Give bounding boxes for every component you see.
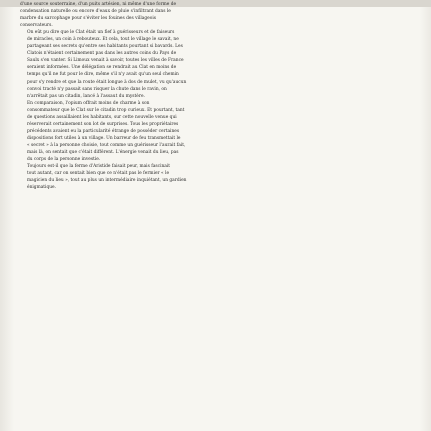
paragraph-1: [20, 1, 419, 29]
text-line: condensation naturelle ou encore d'eaux de pluie s'infiltrant dans le: [20, 9, 171, 15]
text-line: magicien du lieu », tout au plus un intermédiaire inquiétant, un gardien: [27, 178, 187, 184]
text-line: tout autant, car on sentait bien que ce n'était pas le fermier « le: [27, 171, 170, 177]
text-line: énigmatique.: [27, 185, 57, 191]
text-line: n'arrêtait pas un citadin, lancé à l'assaut du mystère.: [27, 93, 145, 99]
text-line: réserverait certainement son lot de surprises. Tous les propriétaires: [27, 121, 179, 127]
text-line: mais là, on sentait que c'était différent. L'énergie venait du lieu, pas: [27, 149, 179, 155]
paragraph-4: [20, 163, 419, 191]
text-line: dispositions fort utiles à un village. Un barreur de feu transmettait le: [27, 135, 181, 141]
text-line: de questions assaillaient les habitants, sur cette nouvelle venue qui: [27, 114, 177, 120]
text-line: seraient informées. Une délégation se rendrait au Clat en moins de: [27, 65, 177, 71]
text-line: Toujours est-il que la ferme d'Aristide faisait peur, mais fascinait: [27, 164, 171, 170]
text-line: conservateurs.: [20, 23, 53, 29]
text-line: On eût pu dire que le Clat était un fief à guérisseurs et de faiseurs: [27, 30, 175, 36]
text-line: précédents avaient eu la particularité étrange de posséder certaines: [27, 128, 180, 134]
text-line: pour s'y rendre et que la route était longue à dos de mulet, vu qu'aucun: [27, 79, 187, 85]
paragraph-2: [20, 29, 419, 99]
document-body: [20, 1, 419, 191]
text-line: convoi tracté n'y passait sans risquer la chute dans le ravin, on: [27, 86, 167, 92]
text-line: marbre du sarcophage pour s'éviter les fouines des villageois: [20, 16, 156, 22]
text-line: du corps de la personne investie.: [27, 157, 101, 163]
text-line: Clatois n'étaient certainement pas dans les autres coins du Pays de: [27, 51, 177, 57]
text-line: consommateur que le Clat sur le citadin trop curieux. Et pourtant, tant: [27, 107, 185, 113]
text-line: d'une source souterraine, d'un puits artésien, ni même d'une forme de: [20, 2, 177, 7]
text-line: En comparaison, l'opium offrait moins de charme à son: [27, 100, 150, 106]
text-line: temps qu'il ne fut pour le dire, même s'il n'y avait qu'un seul chemin: [27, 72, 179, 78]
paragraph-3: [20, 100, 419, 163]
text-line: « secret » à la personne choisie, tout comme un guérisseur l'aurait fait,: [27, 142, 186, 148]
text-line: Saulx s'en vanter. Si Limoux venait à savoir, toutes les villes de France: [27, 58, 184, 64]
text-line: partageant ses secrets qu'entre ses habitants pourtant si bavards. Les: [27, 44, 183, 50]
text-line: de miracles, un coin à rebouteux. Et cela, tout le village le savait, ne: [27, 37, 179, 43]
